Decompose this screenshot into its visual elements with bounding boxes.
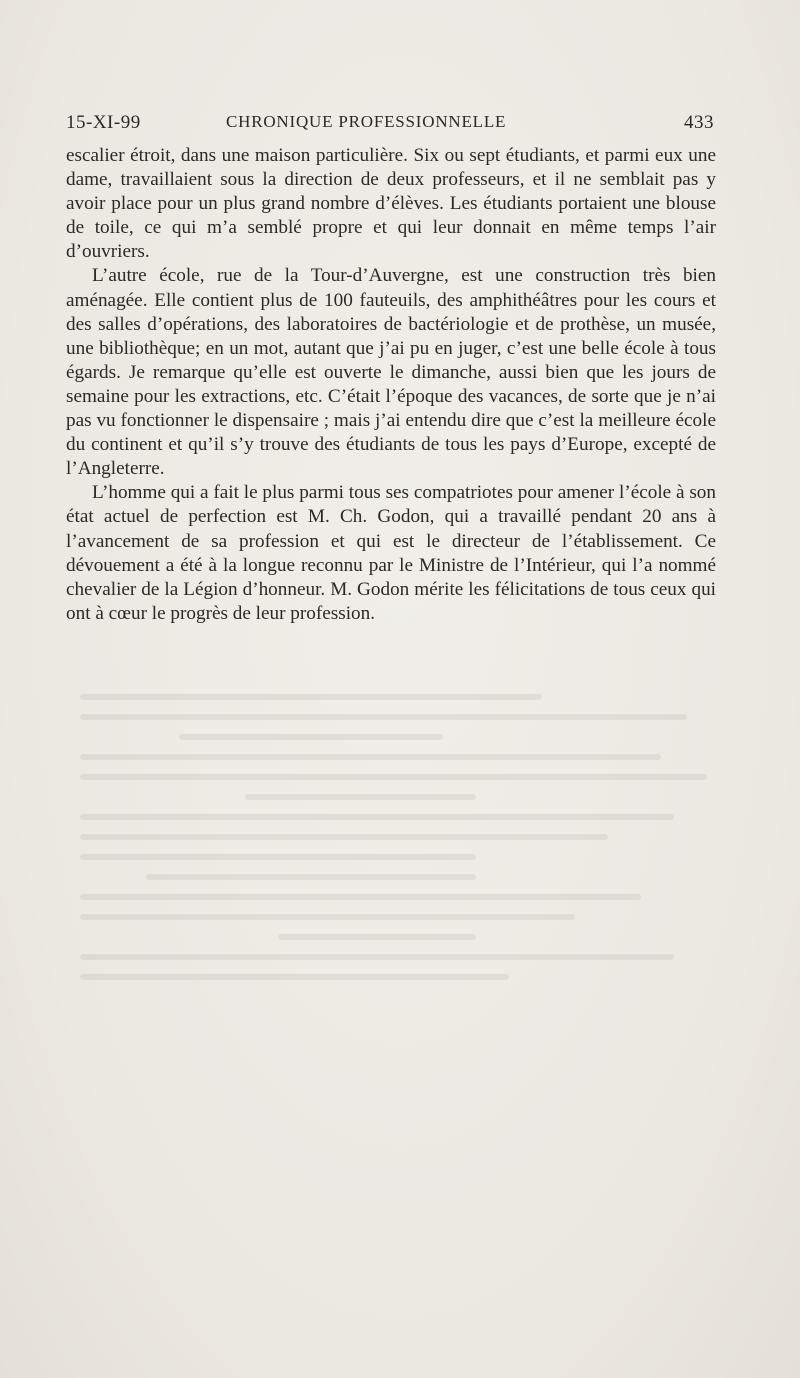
paragraph-1: escalier étroit, dans une maison particulière. Six ou sept étudiants, et parmi eux une dame, travaillaient sous la direction de deux professeurs, et il ne semblait pas y avoir place pour un plus grand nombre d’élèves. Les étudiants portaient une blouse de toile, ce qui m’a semblé propre et qui leur donnait en même temps l’air d’ouvriers.	[66, 145, 716, 263]
page-number: 433	[684, 112, 714, 133]
bleed-through-texture	[80, 680, 740, 1240]
paragraph-3: L’homme qui a fait le plus parmi tous ses compatriotes pour amener l’école à son état actuel de perfection est M. Ch. Godon, qui a travaillé pendant 20 ans à l’avancement de sa profession et qui est le directeur de l’établissement. Ce dévouement a été à la longue reconnu par le Ministre de l’Intérieur, qui l’a nommé chevalier de la Légion d’honneur. M. Godon mérite les félicitations de tous ceux qui ont à cœur le progrès de leur profession.	[66, 482, 716, 624]
header-title: CHRONIQUE PROFESSIONNELLE	[226, 112, 507, 131]
body-text	[66, 144, 716, 626]
running-header	[66, 112, 714, 142]
paragraph-2: L’autre école, rue de la Tour-d’Auvergne, est une construction très bien aménagée. Elle contient plus de 100 fauteuils, des amphithéâtres pour les cours et des salles d’opérations, des laboratoires de bactériologie et de prothèse, un musée, une bibliothèque; en un mot, autant que j’ai pu en juger, c’est une belle école à tous égards. Je remarque qu’elle est ouverte le dimanche, aussi bien que les jours de semaine pour les extractions, etc. C’était l’époque des vacances, de sorte que je n’ai pas vu fonctionner le dispensaire ; mais j’ai entendu dire que c’est la meilleure école du continent et qu’il s’y trouve des étudiants de tous les pays d’Europe, excepté de l’Angleterre.	[66, 265, 716, 480]
header-date: 15-XI-99	[66, 112, 141, 133]
